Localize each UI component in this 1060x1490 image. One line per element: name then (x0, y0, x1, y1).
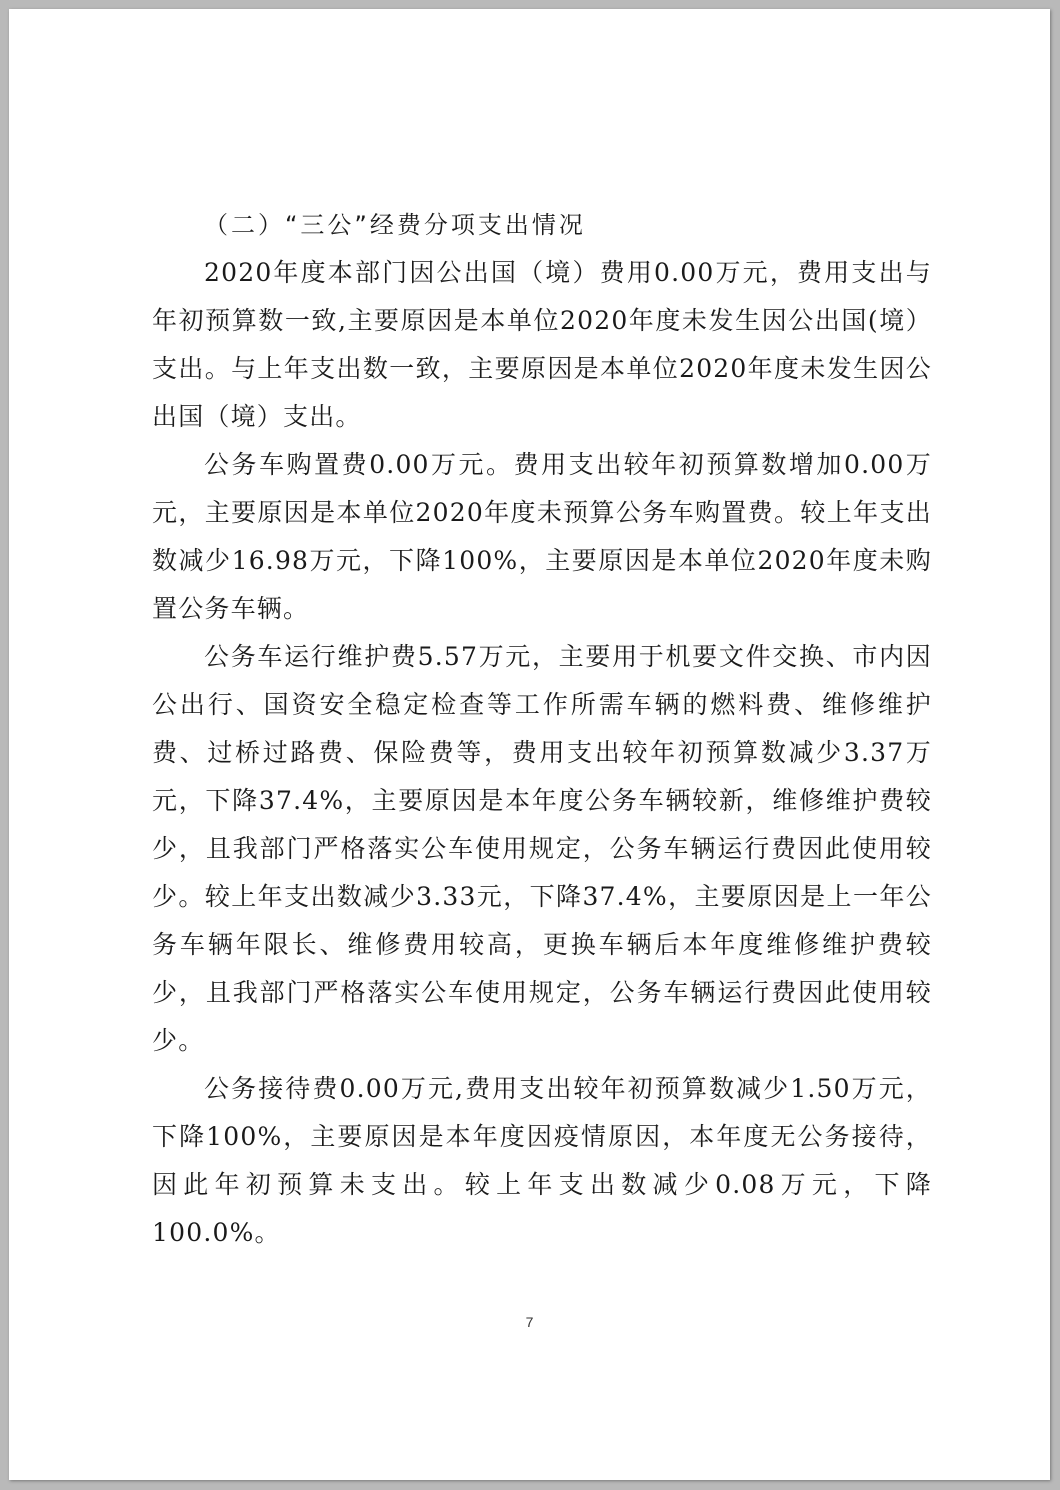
document-body (152, 201, 932, 1257)
page-number: 7 (525, 1314, 534, 1330)
paragraph-overseas-travel: 2020年度本部门因公出国（境）费用0.00万元，费用支出与年初预算数一致,主要原因是本单位2020年度未发生因公出国(境）支出。与上年支出数一致，主要原因是本单位2020年度未发生因公出国（境）支出。 (152, 258, 932, 431)
document-page (9, 9, 1050, 1480)
section-heading: （二）“三公”经费分项支出情况 (204, 211, 586, 239)
paragraph-vehicle-purchase: 公务车购置费0.00万元。费用支出较年初预算数增加0.00万元，主要原因是本单位2020年度未预算公务车购置费。较上年支出数减少16.98万元，下降100%，主要原因是本单位2020年度未购置公务车辆。 (152, 450, 932, 623)
paragraph-reception: 公务接待费0.00万元,费用支出较年初预算数减少1.50万元，下降100%，主要原因是本年度因疫情原因，本年度无公务接待，因此年初预算未支出。较上年支出数减少0.08万元，下降100.0%。 (152, 1074, 932, 1247)
paragraph-vehicle-maintenance: 公务车运行维护费5.57万元，主要用于机要文件交换、市内因公出行、国资安全稳定检查等工作所需车辆的燃料费、维修维护费、过桥过路费、保险费等，费用支出较年初预算数减少3.37万元，下降37.4%，主要原因是本年度公务车辆较新，维修维护费较少，且我部门严格落实公车使用规定，公务车辆运行费因此使用较少。较上年支出数减少3.33元，下降37.4%，主要原因是上一年公务车辆年限长、维修费用较高，更换车辆后本年度维修维护费较少，且我部门严格落实公车使用规定，公务车辆运行费因此使用较少。 (152, 642, 932, 1055)
